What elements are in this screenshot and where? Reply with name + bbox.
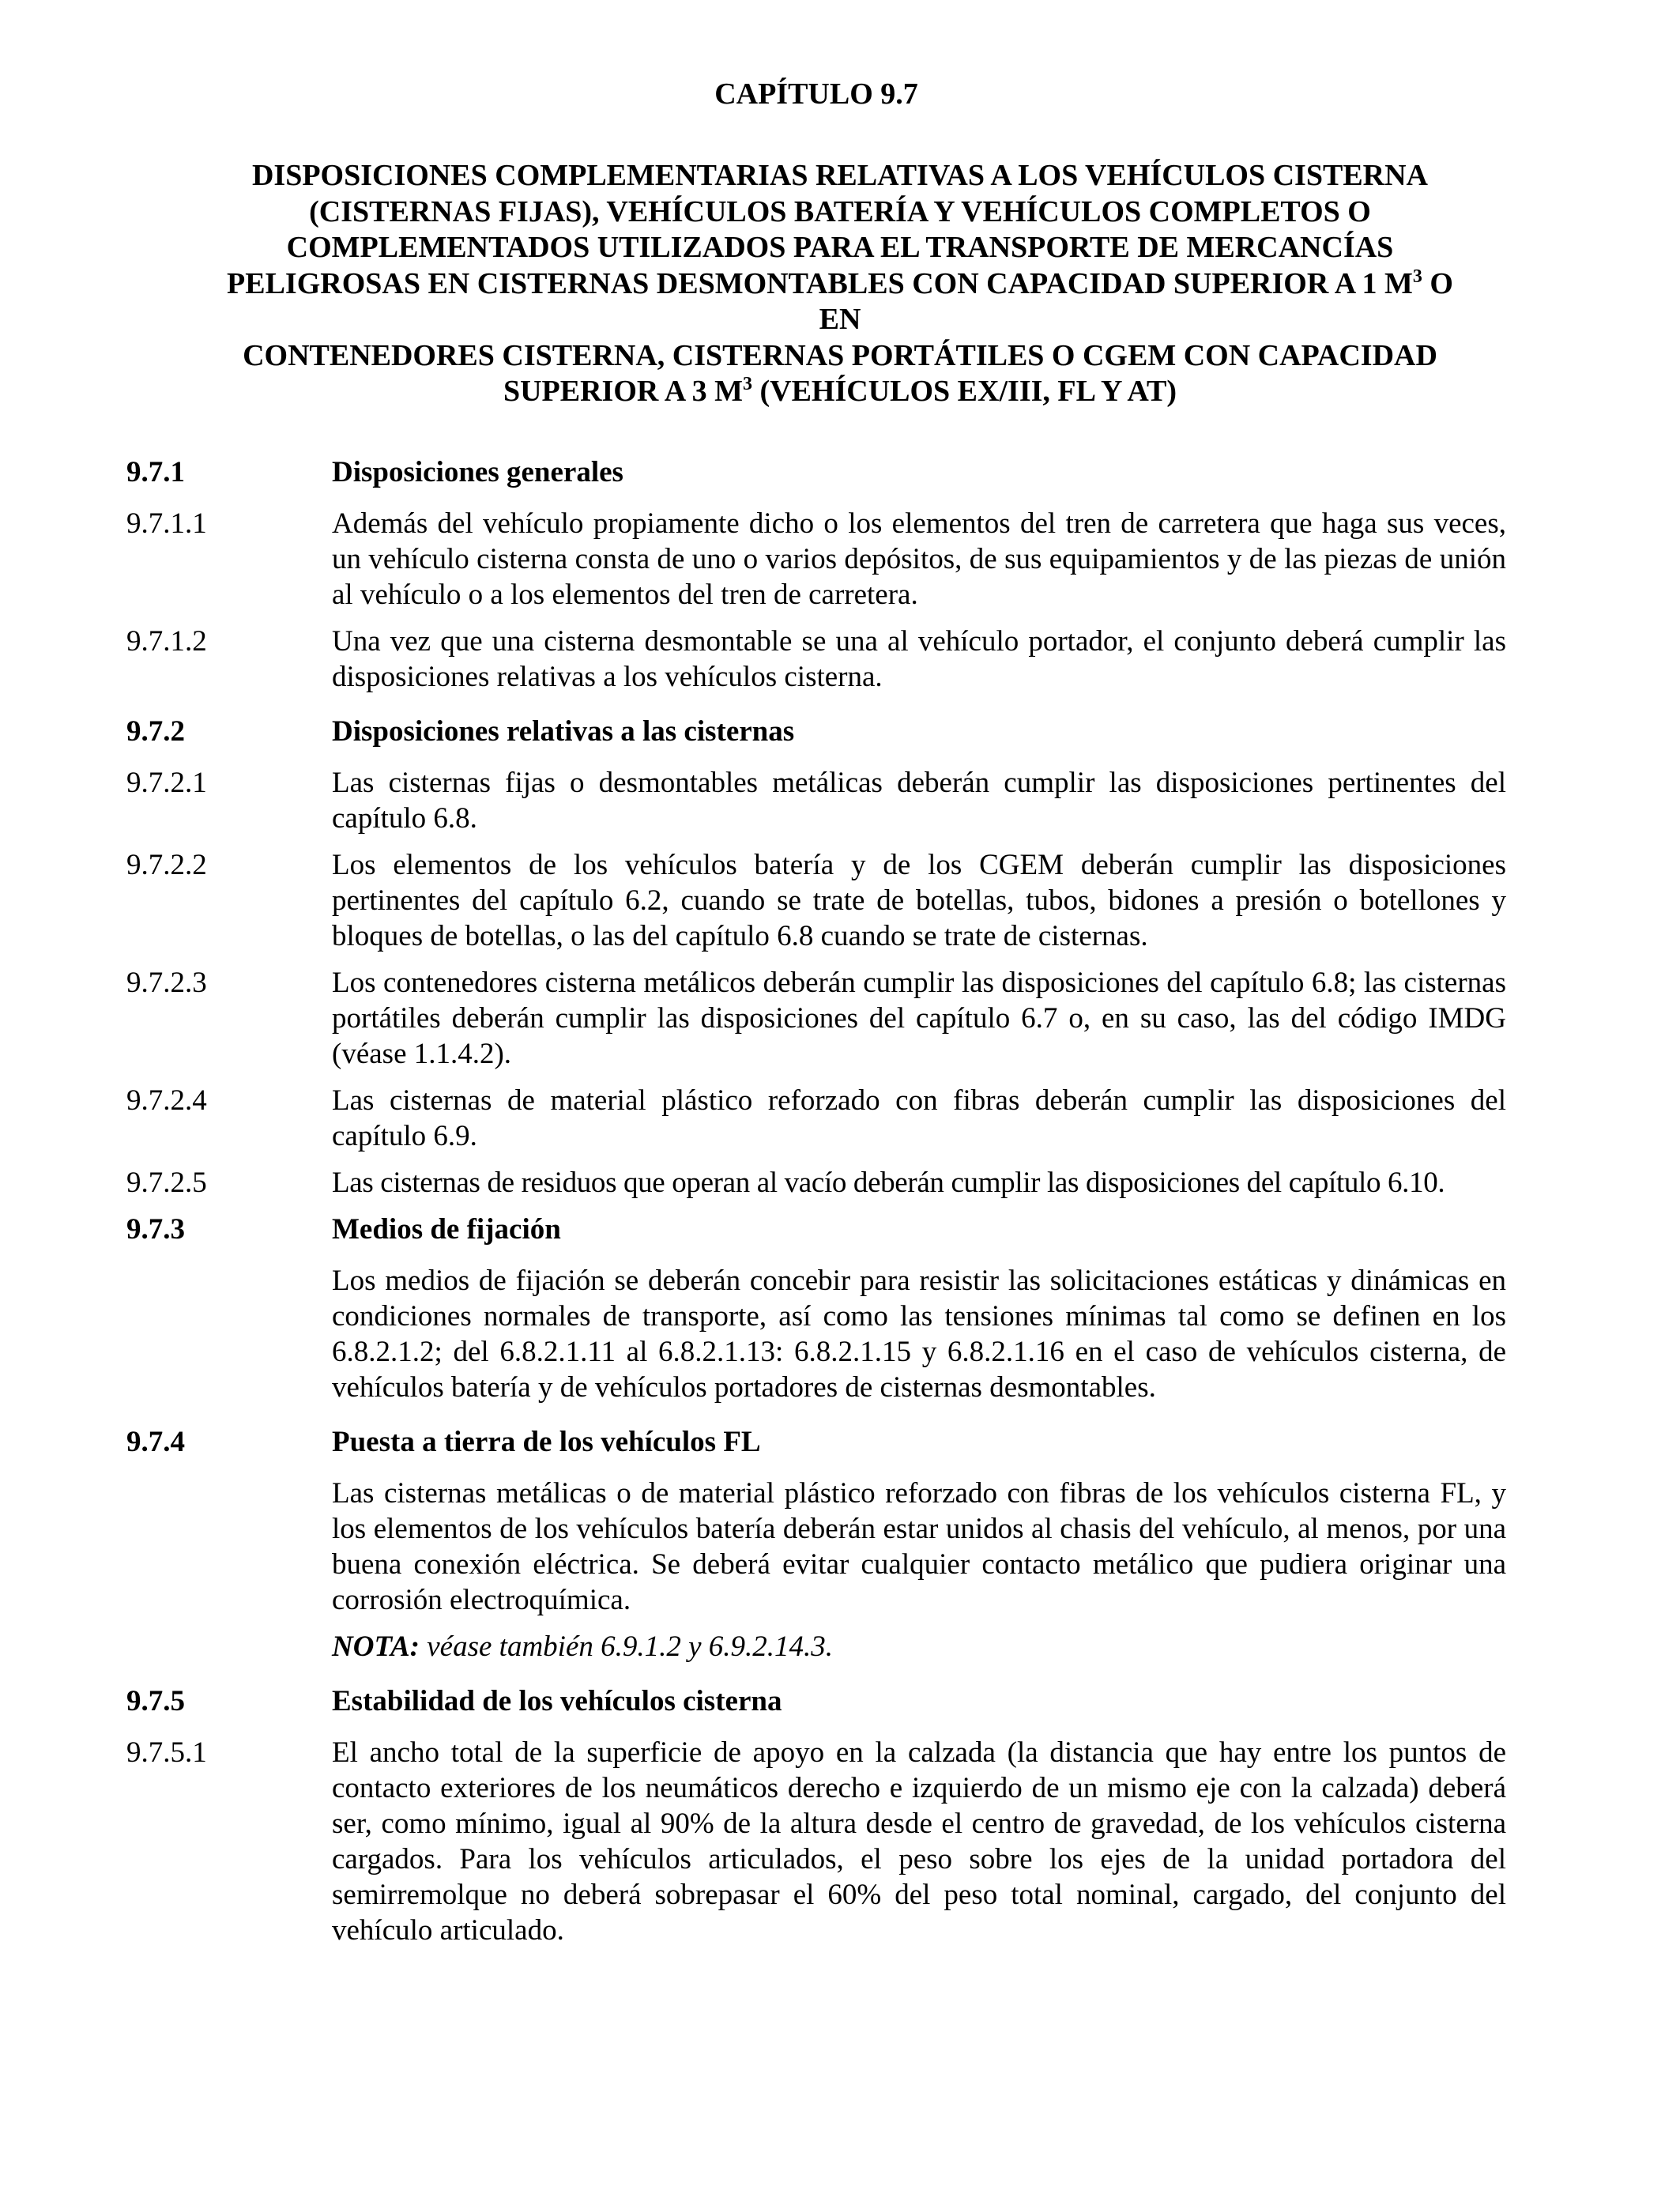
paragraph xyxy=(126,506,1506,613)
paragraph-text: Las cisternas fijas o desmontables metálicas deberán cumplir las disposiciones pertinentes del capítulo 6.8. xyxy=(332,766,1506,835)
section-title: Estabilidad de los vehículos cisterna xyxy=(332,1684,782,1717)
section-title: Puesta a tierra de los vehículos FL xyxy=(332,1425,761,1458)
paragraph xyxy=(126,847,1506,954)
paragraph-text: Una vez que una cisterna desmontable se una al vehículo portador, el conjunto deberá cumplir las disposiciones relativas a los vehículos cisterna. xyxy=(332,624,1506,693)
paragraph-number: 9.7.2.4 xyxy=(126,1084,207,1117)
section-title: Disposiciones relativas a las cisternas xyxy=(332,714,795,748)
note xyxy=(126,1629,1506,1664)
chapter-heading xyxy=(126,158,1506,410)
heading-text: SUPERIOR A 3 M xyxy=(503,375,743,408)
heading-text: PELIGROSAS EN CISTERNAS DESMONTABLES CON CAPACIDAD SUPERIOR A 1 M xyxy=(227,266,1413,300)
paragraph-number: 9.7.1.1 xyxy=(126,507,207,540)
paragraph xyxy=(126,765,1506,836)
paragraph-number: 9.7.1.2 xyxy=(126,624,207,658)
paragraph xyxy=(126,1165,1506,1201)
paragraph-text: Además del vehículo propiamente dicho o los elementos del tren de carretera que haga sus veces, un vehículo cisterna consta de uno o varios depósitos, de sus equipamientos y de las piezas de unión al vehículo o a los elementos del tren de carretera. xyxy=(332,507,1506,611)
paragraph-text: Las cisternas metálicas o de material plástico reforzado con fibras de los vehículos cisterna FL, y los elementos de los vehículos batería deberán estar unidos al chasis del vehículo, al menos, por una buena conexión eléctrica. Se deberá evitar cualquier contacto metálico que pudiera originar una corrosión electroquímica. xyxy=(332,1476,1506,1616)
heading-line xyxy=(205,266,1475,338)
note-text xyxy=(332,1629,1506,1664)
paragraph xyxy=(126,965,1506,1072)
section-title: Disposiciones generales xyxy=(332,455,623,488)
heading-line xyxy=(205,374,1475,410)
paragraph xyxy=(126,1083,1506,1154)
note-label: NOTA: xyxy=(332,1630,420,1663)
section-number: 9.7.2 xyxy=(126,714,185,748)
section-heading xyxy=(126,1212,1506,1247)
heading-text: O EN xyxy=(819,266,1453,336)
heading-text: (VEHÍCULOS EX/III, FL Y AT) xyxy=(751,375,1177,408)
heading-line: (CISTERNAS FIJAS), VEHÍCULOS BATERÍA Y VEHÍCULOS COMPLETOS O xyxy=(309,194,1371,228)
section-heading xyxy=(126,714,1506,749)
paragraph-text: El ancho total de la superficie de apoyo en la calzada (la distancia que hay entre los puntos de contacto exteriores de los neumáticos derecho e izquierdo de un mismo eje con la calzada) deberá ser, como mínimo, igual al 90% de la altura desde el centro de gravedad, de los vehículos cisterna cargados. Para los vehículos articulados, el peso sobre los ejes de la unidad portadora del semirremolque no deberá sobrepasar el 60% del peso total nominal, cargado, del conjunto del vehículo articulado. xyxy=(332,1736,1506,1947)
section-number: 9.7.1 xyxy=(126,455,185,488)
paragraph-text: Los elementos de los vehículos batería y de los CGEM deberán cumplir las disposiciones pertinentes del capítulo 6.2, cuando se trate de botellas, tubos, bidones a presión o botellones y bloques de botellas, o las del capítulo 6.8 cuando se trate de cisternas. xyxy=(332,848,1506,952)
paragraph-number: 9.7.5.1 xyxy=(126,1736,207,1769)
paragraph-number: 9.7.2.1 xyxy=(126,766,207,799)
heading-line: DISPOSICIONES COMPLEMENTARIAS RELATIVAS A LOS VEHÍCULOS CISTERNA xyxy=(251,159,1428,192)
superscript: 3 xyxy=(1412,266,1422,287)
section-title: Medios de fijación xyxy=(332,1212,561,1246)
paragraph-number: 9.7.2.3 xyxy=(126,966,207,999)
paragraph xyxy=(126,1263,1506,1405)
paragraph-text: Las cisternas de material plástico reforzado con fibras deberán cumplir las disposiciones del capítulo 6.9. xyxy=(332,1084,1506,1152)
paragraph xyxy=(126,1735,1506,1948)
chapter-title: CAPÍTULO 9.7 xyxy=(714,77,918,111)
section-heading xyxy=(126,454,1506,490)
section-number: 9.7.5 xyxy=(126,1684,185,1717)
heading-line: CONTENEDORES CISTERNA, CISTERNAS PORTÁTILES O CGEM CON CAPACIDAD xyxy=(243,338,1437,372)
paragraph-text: Los contenedores cisterna metálicos deberán cumplir las disposiciones del capítulo 6.8; las cisternas portátiles deberán cumplir las disposiciones del capítulo 6.7 o, en su caso, las del código IMDG (véase 1.1.4.2). xyxy=(332,966,1506,1070)
section-number: 9.7.3 xyxy=(126,1212,185,1246)
heading-line: COMPLEMENTADOS UTILIZADOS PARA EL TRANSPORTE DE MERCANCÍAS xyxy=(286,231,1394,264)
section-heading xyxy=(126,1424,1506,1460)
paragraph xyxy=(126,624,1506,695)
paragraph-text: Los medios de fijación se deberán concebir para resistir las solicitaciones estáticas y dinámicas en condiciones normales de transporte, así como las tensiones mínimas tal como se definen en los 6.8.2.1.2; del 6.8.2.1.11 al 6.8.2.1.13: 6.8.2.1.15 y 6.8.2.1.16 en el caso de vehículos cisterna, de vehículos batería y de vehículos portadores de cisternas desmontables. xyxy=(332,1264,1506,1404)
section-number: 9.7.4 xyxy=(126,1425,185,1458)
paragraph xyxy=(126,1476,1506,1618)
superscript: 3 xyxy=(742,374,752,394)
paragraph-text: Las cisternas de residuos que operan al vacío deberán cumplir las disposiciones del capítulo 6.10. xyxy=(332,1166,1445,1199)
paragraph-number: 9.7.2.5 xyxy=(126,1166,207,1199)
paragraph-number: 9.7.2.2 xyxy=(126,848,207,881)
note-body: véase también 6.9.1.2 y 6.9.2.14.3. xyxy=(420,1630,834,1663)
section-heading xyxy=(126,1683,1506,1719)
